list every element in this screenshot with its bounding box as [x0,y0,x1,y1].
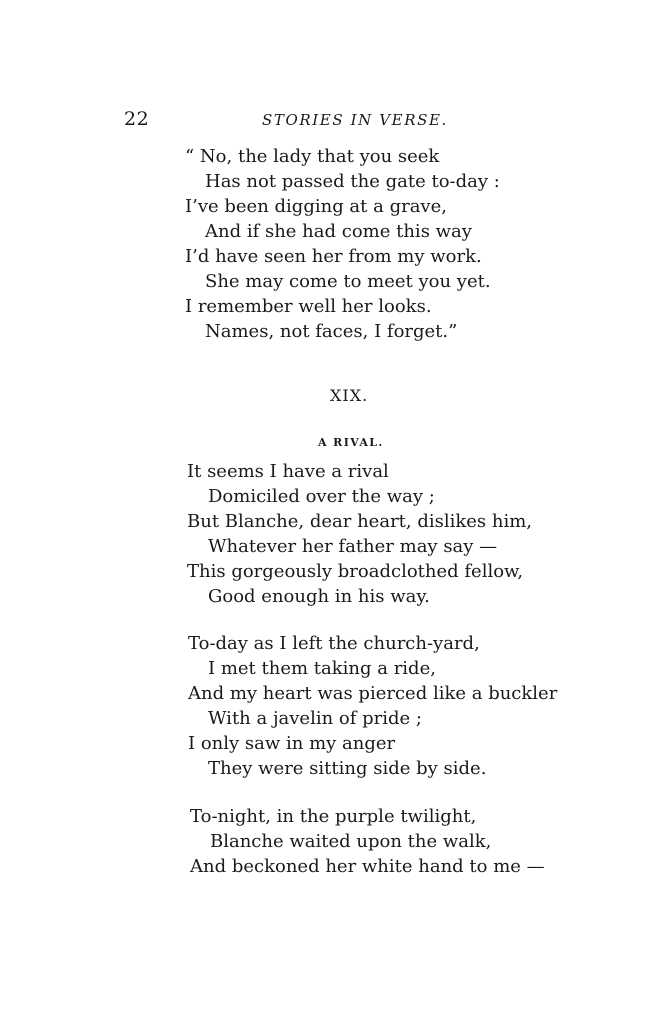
verse-line: She may come to meet you yet. [205,271,491,292]
verse-line: But Blanche, dear heart, dislikes him, [187,511,533,532]
section-number: XIX. [330,386,369,405]
verse-line: I’ve been digging at a grave, [185,196,447,217]
running-title: STORIES IN VERSE. [262,111,448,129]
verse-line: Has not passed the gate to-day : [205,171,500,192]
verse-line: This gorgeously broadclothed fellow, [187,561,524,582]
verse-line: To-night, in the purple twilight, [190,806,477,827]
section-title: A RIVAL. [318,436,384,449]
verse-line: And my heart was pierced like a buckler [188,683,558,704]
verse-line: I remember well her looks. [185,296,432,317]
verse-line: With a javelin of pride ; [208,708,422,729]
verse-line: And if she had come this way [205,221,472,242]
verse-line: “ No, the lady that you seek [185,146,440,167]
verse-line: Good enough in his way. [208,586,430,607]
verse-line: Whatever her father may say — [208,536,498,557]
verse-line: Blanche waited upon the walk, [210,831,492,852]
page-number: 22 [124,108,150,130]
verse-line: It seems I have a rival [187,461,389,482]
verse-line: Names, not faces, I forget.” [205,321,458,342]
verse-line: Domiciled over the way ; [208,486,435,507]
verse-line: I met them taking a ride, [208,658,436,679]
verse-line: To-day as I left the church-yard, [188,633,480,654]
verse-line: And beckoned her white hand to me — [190,856,545,877]
verse-line: I’d have seen her from my work. [185,246,482,267]
verse-line: They were sitting side by side. [208,758,487,779]
verse-line: I only saw in my anger [188,733,396,754]
